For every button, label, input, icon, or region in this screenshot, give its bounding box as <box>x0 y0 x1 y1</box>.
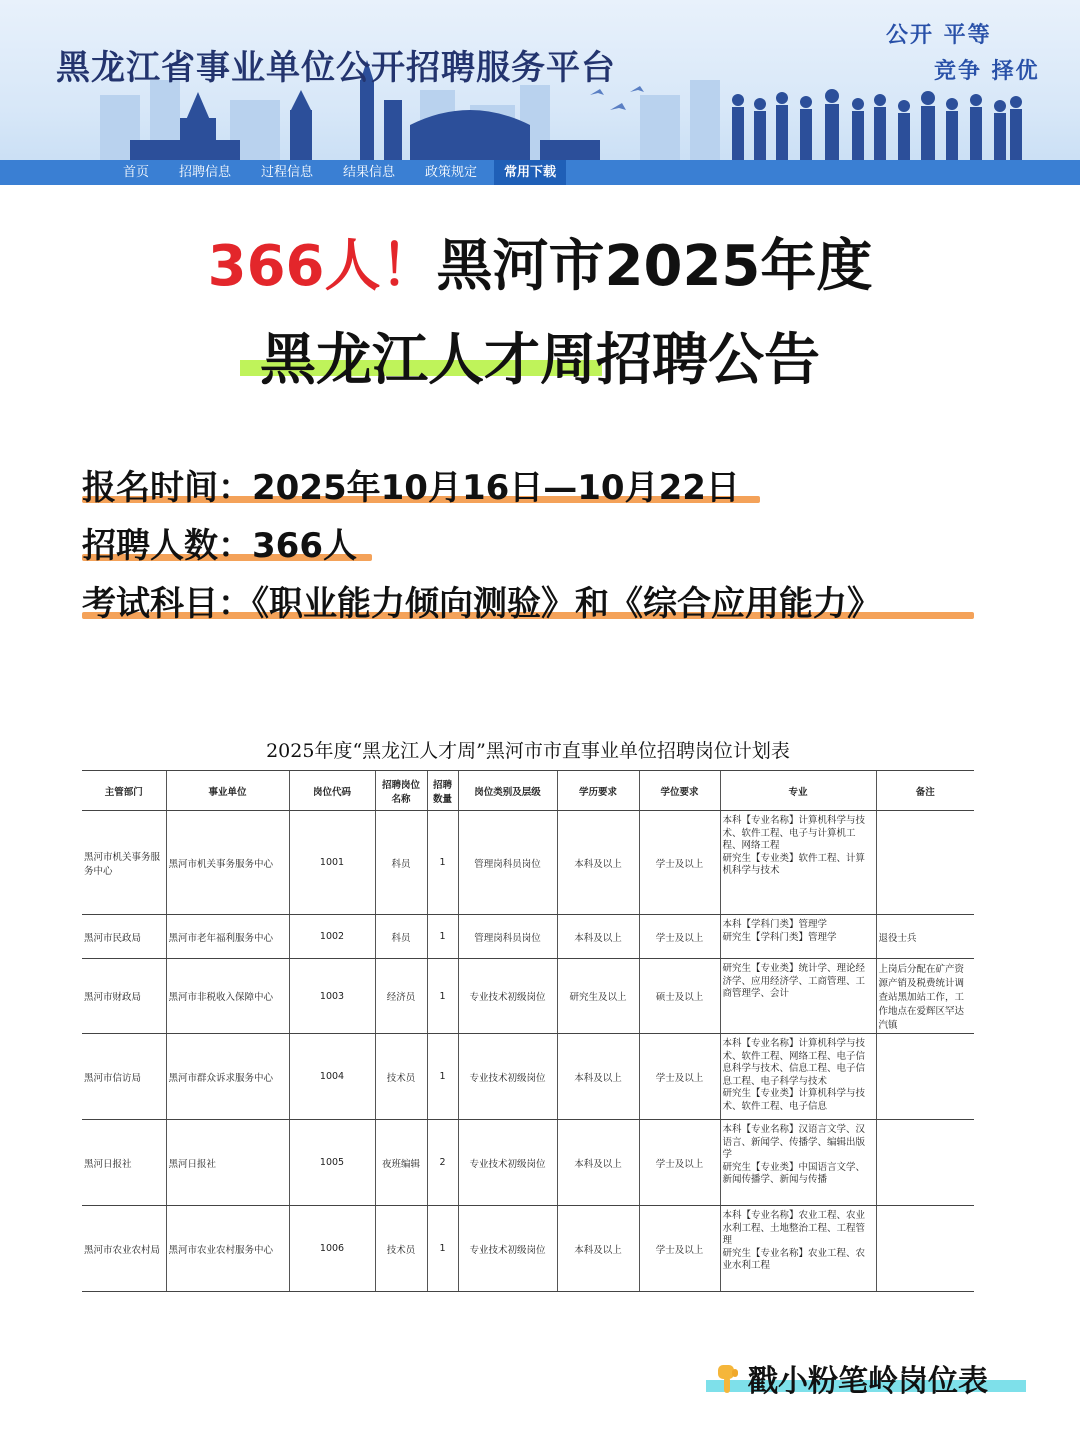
nav-item-process-info[interactable]: 过程信息 <box>261 165 314 180</box>
nav-item-result-info[interactable]: 结果信息 <box>343 165 396 180</box>
table-row <box>82 1206 974 1292</box>
cell-code: 1001 <box>289 811 375 915</box>
table-row <box>82 1034 974 1120</box>
cell-degree: 学士及以上 <box>639 1120 720 1206</box>
col-header: 备注 <box>876 771 974 811</box>
cell-edu: 本科及以上 <box>557 1034 639 1120</box>
headline-count: 366人！ <box>207 234 437 299</box>
cell-code: 1005 <box>289 1120 375 1206</box>
cell-edu: 本科及以上 <box>557 1120 639 1206</box>
cell-level: 专业技术初级岗位 <box>458 959 557 1034</box>
cell-edu: 本科及以上 <box>557 811 639 915</box>
table-row <box>82 1120 974 1206</box>
site-title: 黑龙江省事业单位公开招聘服务平台 <box>56 48 616 88</box>
cell-edu: 本科及以上 <box>557 1206 639 1292</box>
cell-post: 技术员 <box>375 1034 427 1120</box>
headline-line-1-text: 黑河市2025年度 <box>436 234 873 299</box>
header-banner <box>0 0 1080 185</box>
footer-text: 戳小粉笔岭岗位表 <box>748 1364 988 1399</box>
cell-dept: 黑河市民政局 <box>82 915 166 959</box>
cell-note <box>876 1034 974 1120</box>
headline-line-2: 黑龙江人才周招聘公告 <box>260 328 820 393</box>
cell-major: 研究生【专业类】统计学、理论经济学、应用经济学、工商管理、工商管理学、会计 <box>720 959 876 1034</box>
cell-unit: 黑河市群众诉求服务中心 <box>166 1034 289 1120</box>
cell-note <box>876 1206 974 1292</box>
cell-major: 本科【专业名称】计算机科学与技术、软件工程、电子与计算机工程、网络工程 研究生【专业类】软件工程、计算机科学与技术 <box>720 811 876 915</box>
col-header: 招聘数量 <box>427 771 458 811</box>
table-header-row <box>82 771 974 811</box>
col-header: 岗位类别及层级 <box>458 771 557 811</box>
pointing-finger-icon <box>712 1363 742 1395</box>
cell-code: 1003 <box>289 959 375 1034</box>
cell-degree: 学士及以上 <box>639 1034 720 1120</box>
nav-bar <box>0 160 1080 185</box>
table-row <box>82 811 974 915</box>
cell-dept: 黑河日报社 <box>82 1120 166 1206</box>
cell-degree: 学士及以上 <box>639 915 720 959</box>
footer-cta[interactable] <box>712 1356 988 1400</box>
col-header: 学历要求 <box>557 771 639 811</box>
cell-post: 技术员 <box>375 1206 427 1292</box>
cell-num: 1 <box>427 1206 458 1292</box>
cell-num: 1 <box>427 811 458 915</box>
col-header: 事业单位 <box>166 771 289 811</box>
cell-num: 1 <box>427 1034 458 1120</box>
cell-dept: 黑河市农业农村局 <box>82 1206 166 1292</box>
cell-degree: 学士及以上 <box>639 811 720 915</box>
cell-unit: 黑河市老年福利服务中心 <box>166 915 289 959</box>
cell-num: 1 <box>427 915 458 959</box>
headline-line-2-wrap <box>0 316 1080 396</box>
position-plan-table <box>82 770 974 1292</box>
signup-time: 报名时间：2025年10月16日—10月22日 <box>82 468 740 508</box>
cell-dept: 黑河市财政局 <box>82 959 166 1034</box>
col-header: 学位要求 <box>639 771 720 811</box>
cell-unit: 黑河日报社 <box>166 1120 289 1206</box>
cell-degree: 学士及以上 <box>639 1206 720 1292</box>
cell-post: 夜班编辑 <box>375 1120 427 1206</box>
nav-item-downloads[interactable]: 常用下载 <box>494 160 566 185</box>
table-row <box>82 915 974 959</box>
cell-post: 科员 <box>375 915 427 959</box>
cell-degree: 硕士及以上 <box>639 959 720 1034</box>
nav-item-home[interactable]: 首页 <box>123 165 150 180</box>
cell-major: 本科【专业名称】汉语言文学、汉语言、新闻学、传播学、编辑出版学 研究生【专业类】中国语言文学、新闻传播学、新闻与传播 <box>720 1120 876 1206</box>
cell-level: 专业技术初级岗位 <box>458 1120 557 1206</box>
cell-dept: 黑河市机关事务服务中心 <box>82 811 166 915</box>
cell-edu: 本科及以上 <box>557 915 639 959</box>
cell-post: 经济员 <box>375 959 427 1034</box>
table-body <box>82 811 974 1292</box>
col-header: 岗位代码 <box>289 771 375 811</box>
slogan-line-1: 公开 平等 <box>886 23 992 48</box>
cell-unit: 黑河市非税收入保障中心 <box>166 959 289 1034</box>
cell-level: 专业技术初级岗位 <box>458 1206 557 1292</box>
cell-num: 2 <box>427 1120 458 1206</box>
cell-unit: 黑河市机关事务服务中心 <box>166 811 289 915</box>
cell-code: 1004 <box>289 1034 375 1120</box>
slogan-line-2: 竞争 择优 <box>934 59 1040 84</box>
table-row <box>82 959 974 1034</box>
cell-level: 管理岗科员岗位 <box>458 915 557 959</box>
col-header: 专业 <box>720 771 876 811</box>
cell-major: 本科【专业名称】计算机科学与技术、软件工程、网络工程、电子信息科学与技术、信息工程、电子信息工程、电子科学与技术 研究生【专业类】计算机科学与技术、软件工程、电子信息 <box>720 1034 876 1120</box>
cell-note: 退役士兵 <box>876 915 974 959</box>
cell-note <box>876 1120 974 1206</box>
table-title: 2025年度“黑龙江人才周”黑河市市直事业单位招聘岗位计划表 <box>266 740 790 762</box>
cell-level: 专业技术初级岗位 <box>458 1034 557 1120</box>
headcount: 招聘人数：366人 <box>82 526 357 566</box>
cell-level: 管理岗科员岗位 <box>458 811 557 915</box>
cell-post: 科员 <box>375 811 427 915</box>
nav-item-policy[interactable]: 政策规定 <box>425 165 478 180</box>
cell-major: 本科【学科门类】管理学 研究生【学科门类】管理学 <box>720 915 876 959</box>
cell-dept: 黑河市信访局 <box>82 1034 166 1120</box>
cell-code: 1006 <box>289 1206 375 1292</box>
col-header: 主管部门 <box>82 771 166 811</box>
cell-note <box>876 811 974 915</box>
cell-major: 本科【专业名称】农业工程、农业水利工程、土地整治工程、工程管理 研究生【专业名称】农业工程、农业水利工程 <box>720 1206 876 1292</box>
nav-item-recruit-info[interactable]: 招聘信息 <box>179 165 232 180</box>
cell-code: 1002 <box>289 915 375 959</box>
cell-edu: 研究生及以上 <box>557 959 639 1034</box>
headline-line-1 <box>0 222 1080 302</box>
cell-note: 上岗后分配在矿产资源产销及税费统计调查站黑加站工作，工作地点在爱辉区罕达汽镇 <box>876 959 974 1034</box>
cell-unit: 黑河市农业农村服务中心 <box>166 1206 289 1292</box>
col-header: 招聘岗位名称 <box>375 771 427 811</box>
exam-subjects: 考试科目：《职业能力倾向测验》和《综合应用能力》 <box>82 584 881 624</box>
cell-num: 1 <box>427 959 458 1034</box>
